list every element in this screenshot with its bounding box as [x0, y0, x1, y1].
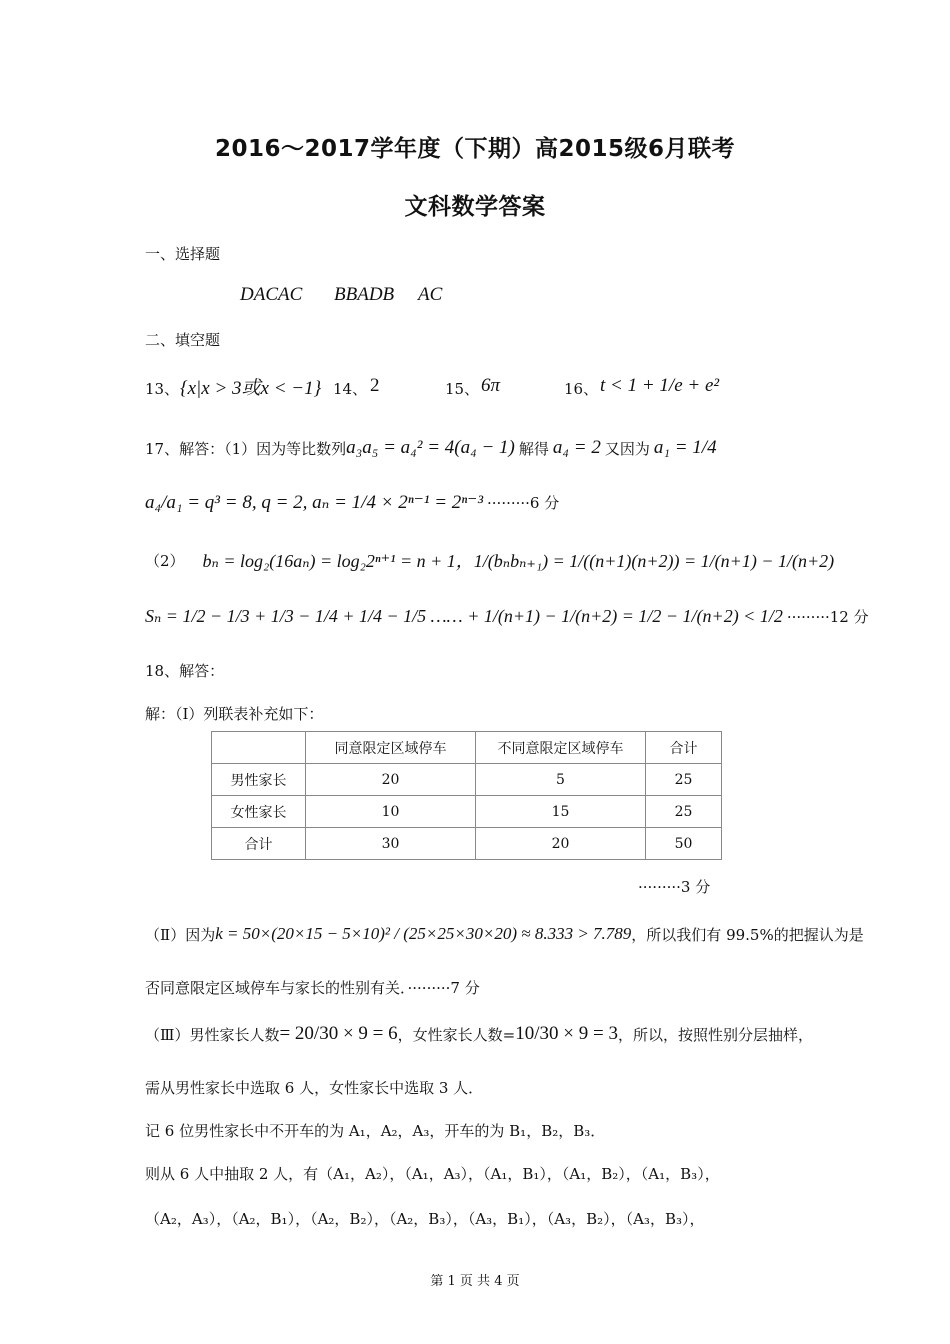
q16-answer: t < 1 + 1/e + e²: [600, 375, 720, 396]
q14-label: 14、: [333, 380, 368, 398]
q17-sum-eq: Sₙ = 1/2 − 1/3 + 1/3 − 1/4 + 1/4 − 1/5 …… + 1/(n+1) − 1/(n+2) = 1/2 − 1/(n+2) < 1/2: [145, 605, 783, 626]
q18-part3-prefix: （Ⅲ）男性家长人数: [145, 1025, 280, 1044]
q16-label: 16、: [564, 380, 599, 398]
table-cell: 男性家长: [212, 764, 306, 796]
table-cell: 20: [476, 828, 646, 860]
section1-heading: 一、选择题: [145, 245, 221, 263]
q17-score-6: ·········6 分: [487, 493, 560, 512]
table-row: [212, 796, 722, 828]
page-title: 2016～2017学年度（下期）高2015级6月联考: [214, 136, 736, 162]
q17-part2-eq: bₙ = log₂(16aₙ) = log₂2ⁿ⁺¹ = n + 1，1/(bₙbₙ₊₁) = 1/((n+1)(n+2)) = 1/(n+1) − 1/(n+2): [202, 551, 835, 571]
q18-line-pairs2: （A₂，A₃），（A₂，B₁），（A₂，B₂），（A₂，B₃），（A₃，B₁），（A₃，B₂），（A₃，B₃），: [145, 1210, 705, 1228]
q15-answer: 6π: [481, 375, 501, 396]
choice-answers-group2: BBADB: [334, 284, 395, 305]
table-cell: 10: [306, 796, 476, 828]
table-cell: 25: [646, 796, 722, 828]
q17-eq2: a₄ = 2: [552, 437, 601, 458]
q18-part2-line2: 否同意限定区域停车与家长的性别有关．·········7 分: [145, 979, 480, 997]
table-cell: 合计: [212, 828, 306, 860]
table-header-cell: [212, 732, 306, 764]
q18-chi-square-formula: k = 50×(20×15 − 5×10)² / (25×25×30×20) ≈ 8.333 > 7.789: [215, 924, 632, 943]
q18-part3-suffix: ，所以，按照性别分层抽样，: [617, 1025, 813, 1044]
q18-line-notation: 记 6 位男性家长中不开车的为 A₁，A₂，A₃，开车的为 B₁，B₂，B₃．: [145, 1122, 606, 1140]
page-number: 第 1 页 共 4 页: [430, 1274, 520, 1289]
table-header-cell: 合计: [646, 732, 722, 764]
q17-score-12: ·········12 分: [786, 607, 869, 626]
table-row: [212, 764, 722, 796]
table-cell: 30: [306, 828, 476, 860]
q17-eq1: a₃a₅ = a₄² = 4(a₄ − 1): [346, 437, 515, 458]
q18-label: 18、解答：: [145, 662, 225, 680]
q17-text-also: 又因为: [604, 439, 650, 458]
table-cell: 5: [476, 764, 646, 796]
table-row: [212, 828, 722, 860]
q17-label: 17、解答：（1）因为等比数列: [145, 439, 347, 458]
q13-label: 13、: [145, 380, 180, 398]
q17-ratio-eq: a₄/a₁ = q³ = 8, q = 2, aₙ = 1/4 × 2ⁿ⁻¹ = 2ⁿ⁻³: [145, 491, 484, 513]
q18-part3-eq2: 10/30 × 9 = 3: [515, 1023, 618, 1044]
table-cell: 女性家长: [212, 796, 306, 828]
q18-part2-suffix: ，所以我们有 99.5%的把握认为是: [631, 925, 864, 944]
q17-eq3: a₁ = 1/4: [653, 437, 717, 458]
q18-part1-text: 解：（Ⅰ）列联表补充如下：: [145, 705, 324, 723]
choice-answers-group1: DACAC: [240, 284, 303, 305]
q13-answer: {x|x > 3或x < −1}: [180, 378, 322, 399]
table-header-cell: 同意限定区域停车: [306, 732, 476, 764]
q18-line-pairs1: 则从 6 人中抽取 2 人，有（A₁，A₂），（A₁，A₃），（A₁，B₁），（A₁，B₂），（A₁，B₃），: [145, 1165, 720, 1183]
q17-part2-label: （2）: [145, 551, 185, 570]
contingency-table: [211, 731, 722, 860]
q18-part3-mid: ，女性家长人数=: [397, 1025, 516, 1044]
q18-score-3: ·········3 分: [638, 878, 711, 896]
table-cell: 20: [306, 764, 476, 796]
q18-part3-eq1: = 20/30 × 9 = 6: [279, 1023, 398, 1044]
q15-label: 15、: [445, 380, 480, 398]
section2-heading: 二、填空题: [145, 331, 221, 349]
table-cell: 50: [646, 828, 722, 860]
choice-answers-group3: AC: [418, 284, 443, 305]
table-header-cell: 不同意限定区域停车: [476, 732, 646, 764]
table-cell: 25: [646, 764, 722, 796]
q18-part2-prefix: （Ⅱ）因为: [145, 925, 216, 944]
table-header-row: [212, 732, 722, 764]
table-cell: 15: [476, 796, 646, 828]
page-subtitle: 文科数学答案: [404, 194, 546, 220]
q18-line-select: 需从男性家长中选取 6 人，女性家长中选取 3 人．: [145, 1079, 484, 1097]
q17-text-solve: 解得: [518, 439, 549, 458]
q14-answer: 2: [370, 375, 380, 396]
